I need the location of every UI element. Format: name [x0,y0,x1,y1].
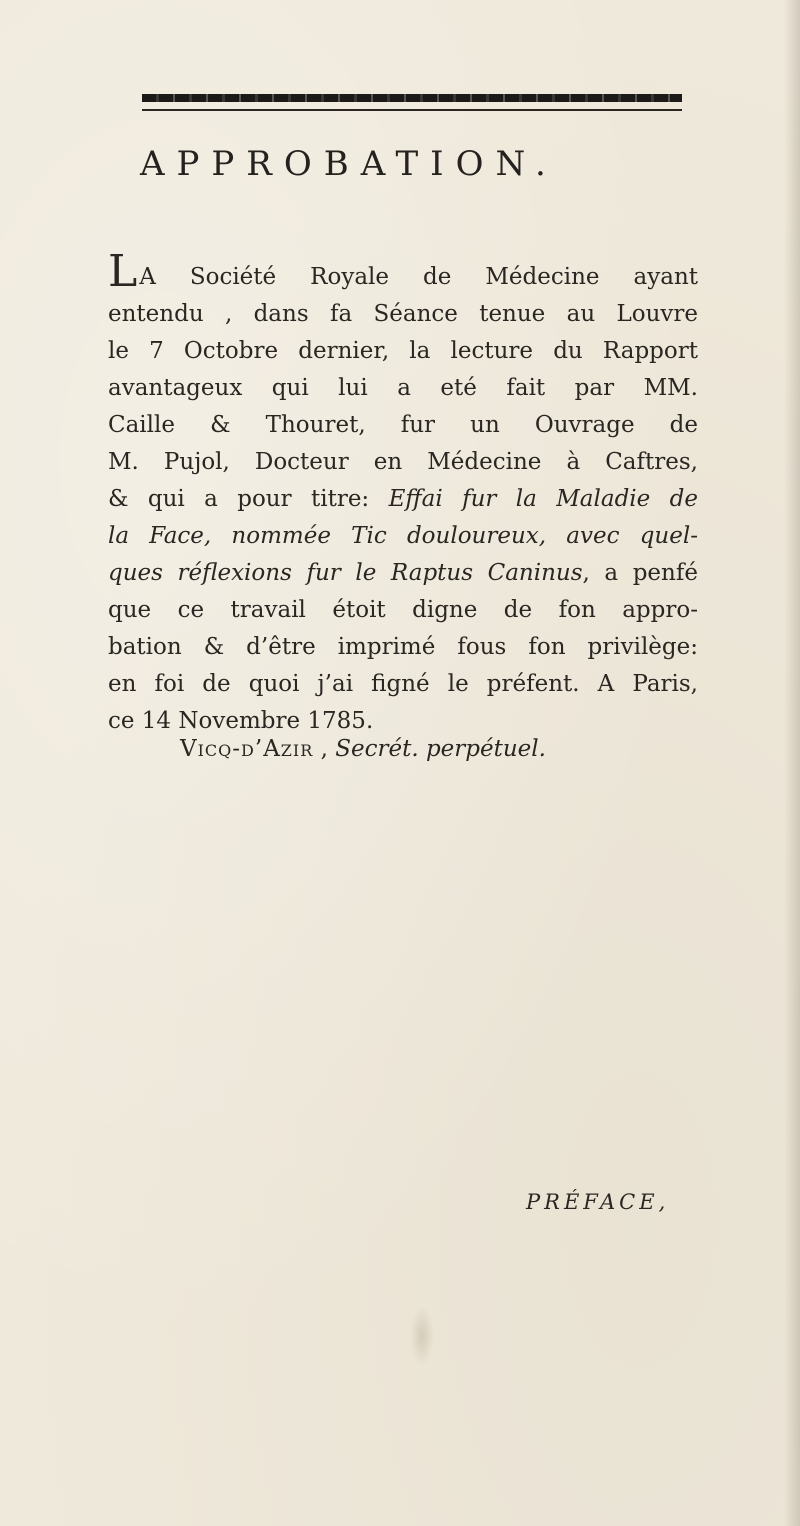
text-line [108,370,698,407]
text-segment-italic: Effai fur la Maladie de [388,486,698,512]
paper-stain [410,1306,434,1366]
text-segment: , a penfé [582,560,698,586]
text-line [108,296,698,333]
text-segment-italic: la Face, nommée Tic douloureux, avec quel- [108,523,698,549]
text-segment: en foi de quoi j’ai figné le préfent. A Paris, [108,671,698,697]
signatory-name: Vicq-d’Azir [180,736,314,762]
text-segment: Caille & Thouret, fur un Ouvrage de [108,412,698,438]
text-segment: entendu , dans fa Séance tenue au Louvre [108,301,698,327]
text-segment: que ce travail étoit digne de fon appro- [108,597,698,623]
approbation-text [108,246,698,740]
text-segment: le 7 Octobre dernier, la lecture du Rapport [108,338,698,364]
page-heading: APPROBATION. [140,144,558,184]
page-edge-shadow [784,0,800,1526]
text-segment: A Société Royale de Médecine ayant [139,264,698,290]
text-segment: bation & d’être imprimé fous fon privilège: [108,634,698,660]
text-segment-italic: ques réflexions fur le Raptus Caninus [108,560,583,586]
text-line [108,666,698,703]
text-segment: avantageux qui lui a eté fait par MM. [108,375,698,401]
signature [180,736,546,762]
text-line [108,592,698,629]
signatory-title: Secrét. perpétuel. [335,736,546,762]
ornamental-rule-icon [142,94,682,102]
text-segment: & qui a pour titre: [108,486,389,512]
text-line [108,481,698,518]
text-line [108,333,698,370]
catchword: PRÉFACE, [526,1190,670,1214]
signature-separator: , [313,736,336,762]
text-line [108,246,698,297]
text-segment: M. Pujol, Docteur en Médecine à Caftres, [108,449,698,475]
text-line [108,555,698,592]
thin-rule [142,109,682,111]
drop-cap: L [108,246,138,297]
text-line [108,518,698,555]
text-line [108,444,698,481]
text-line [108,407,698,444]
text-line [108,703,698,740]
text-line [108,629,698,666]
text-segment: ce 14 Novembre 1785. [108,708,374,734]
